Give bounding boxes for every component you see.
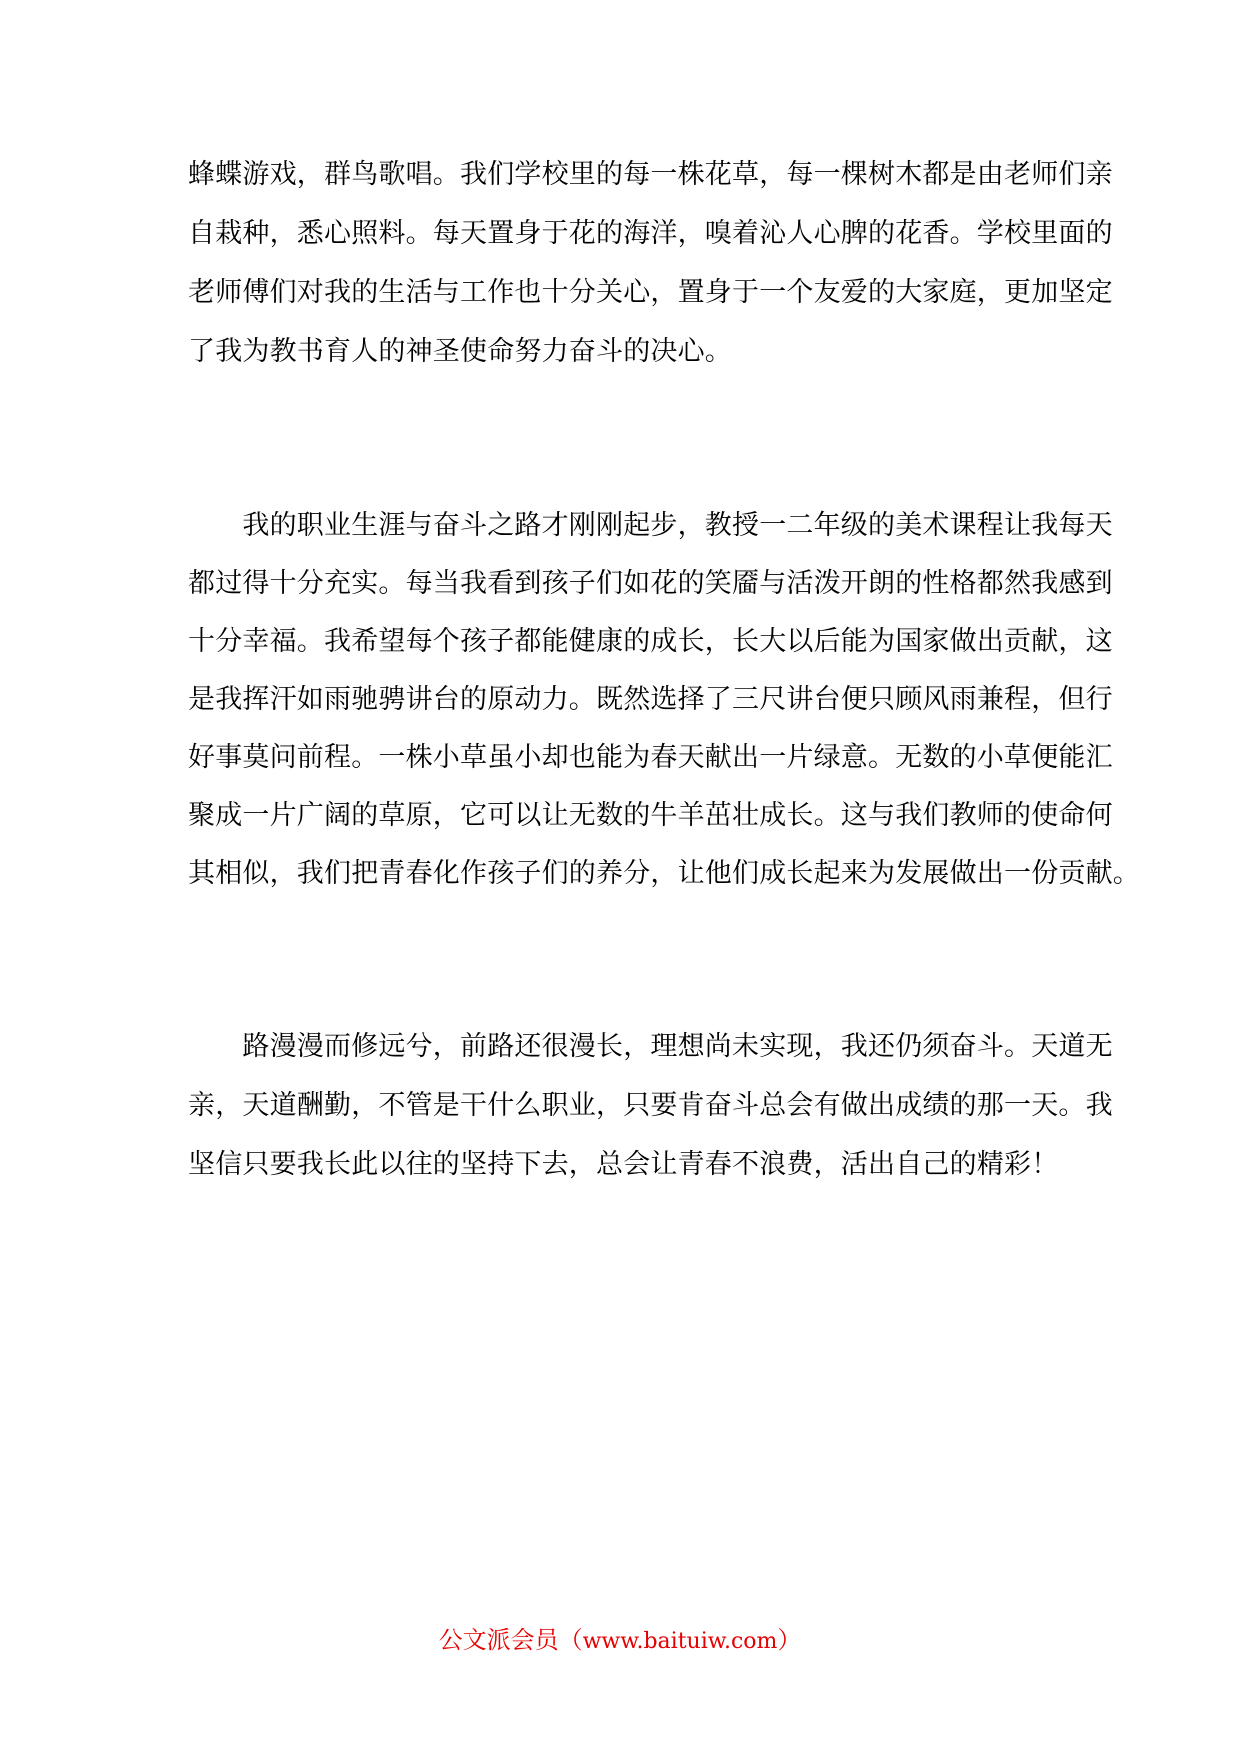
- paragraph-2-line-5: 好事莫问前程。一株小草虽小却也能为春天献出一片绿意。无数的小草便能汇: [188, 742, 1113, 773]
- paragraph-2-line-3: 十分幸福。我希望每个孩子都能健康的成长，长大以后能为国家做出贡献，这: [188, 626, 1113, 657]
- footer-watermark: [0, 1620, 1240, 1662]
- paragraph-3-line-1: 路漫漫而修远兮，前路还很漫长，理想尚未实现，我还仍须奋斗。天道无: [188, 1031, 1113, 1062]
- footer-url: www.baituiw.com: [582, 1629, 778, 1654]
- paragraph-2-line-7: 其相似，我们把青春化作孩子们的养分，让他们成长起来为发展做出一份贡献。: [188, 858, 1140, 889]
- paragraph-1-line-2: 自栽种，悉心照料。每天置身于花的海洋，嗅着沁人心脾的花香。学校里面的: [188, 218, 1113, 249]
- paragraph-3-line-3: 坚信只要我长此以往的坚持下去，总会让青春不浪费，活出自己的精彩！: [188, 1149, 1059, 1180]
- footer-label: 公文派会员: [438, 1626, 559, 1654]
- paragraph-2-line-4: 是我挥汗如雨驰骋讲台的原动力。既然选择了三尺讲台便只顾风雨兼程，但行: [188, 684, 1113, 715]
- paragraph-1-line-1: 蜂蝶游戏，群鸟歌唱。我们学校里的每一株花草，每一棵树木都是由老师们亲: [188, 159, 1113, 190]
- footer-close-paren: ）: [777, 1626, 802, 1654]
- paragraph-2-line-1: 我的职业生涯与奋斗之路才刚刚起步，教授一二年级的美术课程让我每天: [188, 510, 1113, 541]
- footer-open-paren: （: [558, 1626, 583, 1654]
- paragraph-1-line-3: 老师傅们对我的生活与工作也十分关心，置身于一个友爱的大家庭，更加坚定: [188, 277, 1113, 308]
- paragraph-2-line-6: 聚成一片广阔的草原，它可以让无数的牛羊茁壮成长。这与我们教师的使命何: [188, 800, 1113, 831]
- paragraph-2-line-2: 都过得十分充实。每当我看到孩子们如花的笑靥与活泼开朗的性格都然我感到: [188, 568, 1113, 599]
- paragraph-1-line-4: 了我为教书育人的神圣使命努力奋斗的决心。: [188, 336, 732, 367]
- paragraph-3-line-2: 亲，天道酬勤，不管是干什么职业，只要肯奋斗总会有做出成绩的那一天。我: [188, 1090, 1113, 1121]
